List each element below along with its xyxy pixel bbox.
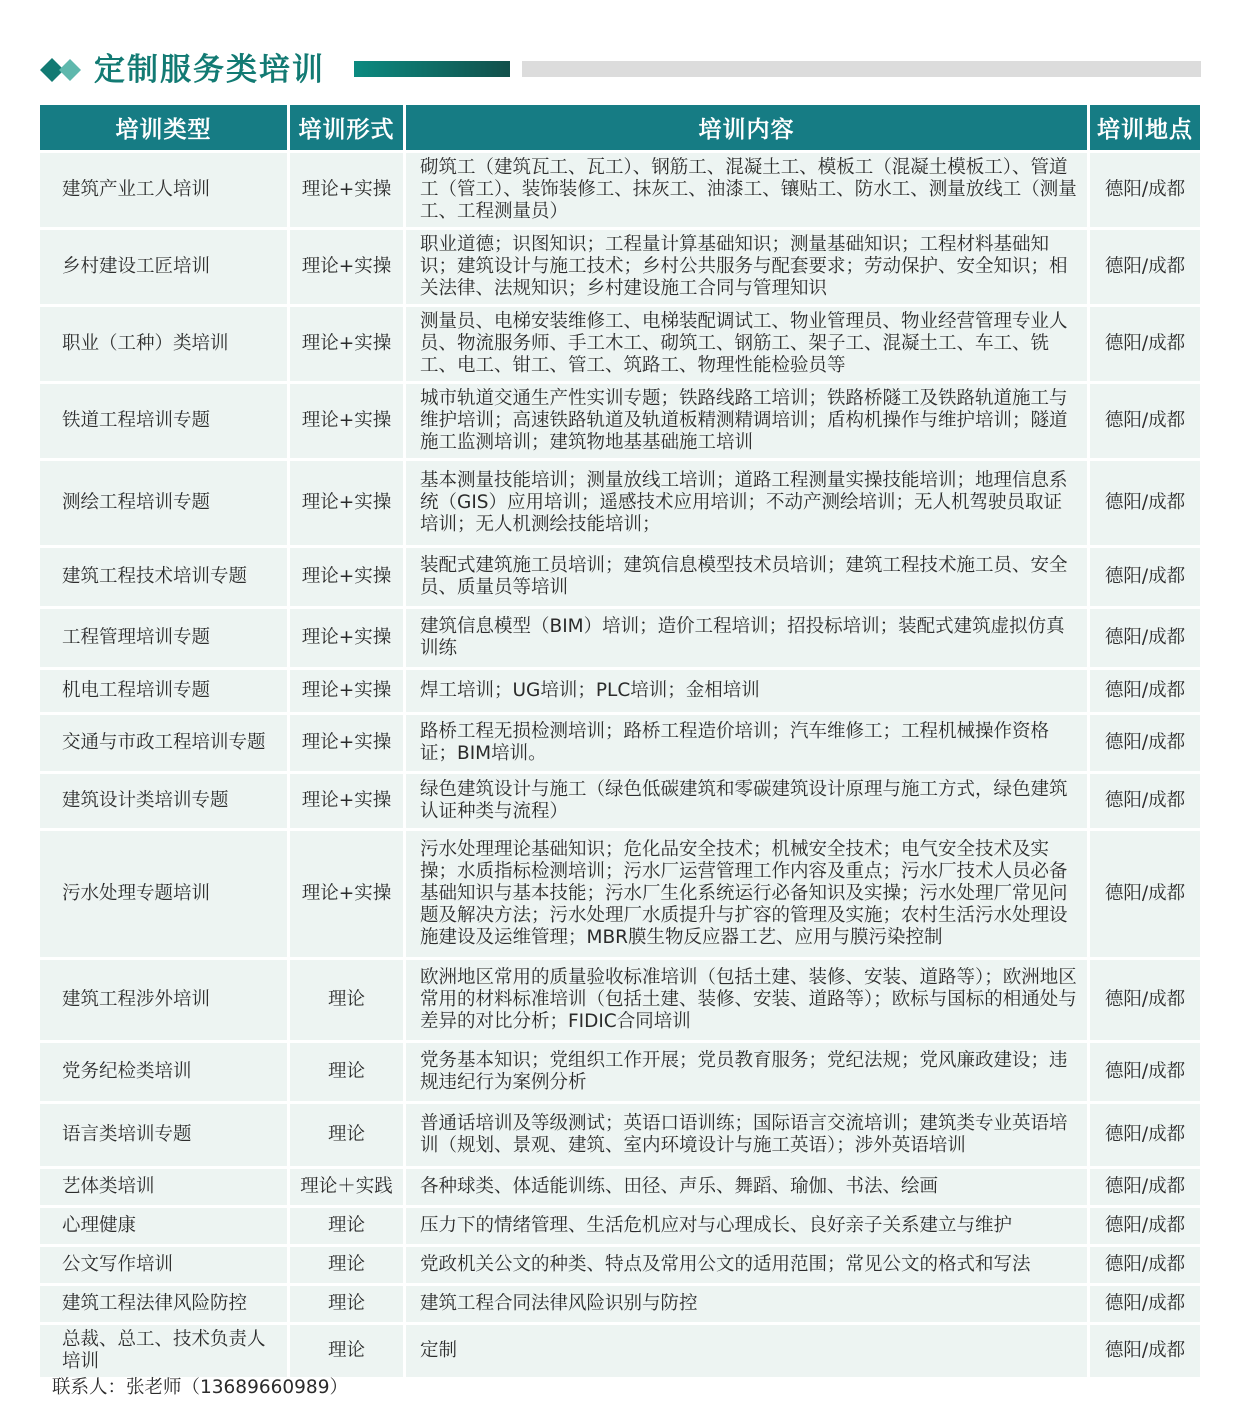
cell-training-form: 理论 [290, 1043, 403, 1101]
cell-training-location: 德阳/成都 [1090, 548, 1200, 606]
cell-training-content: 焊工培训；UG培训；PLC培训；金相培训 [406, 670, 1087, 712]
training-table [37, 102, 1203, 1380]
table-row [40, 670, 1200, 712]
table-row [40, 1208, 1200, 1244]
double-diamond-icon [40, 58, 86, 82]
cell-training-type: 交通与市政工程培训专题 [40, 715, 287, 771]
section-header [40, 44, 1201, 96]
cell-training-type: 语言类培训专题 [40, 1104, 287, 1166]
cell-training-location: 德阳/成都 [1090, 230, 1200, 304]
cell-training-type: 建筑工程技术培训专题 [40, 548, 287, 606]
cell-training-content: 城市轨道交通生产性实训专题；铁路线路工培训；铁路桥隧工及铁路轨道施工与维护培训；高速铁路轨道及轨道板精测精调培训；盾构机操作与维护培训；隧道施工监测培训；建筑物地基基础施工培训 [406, 384, 1087, 458]
table-row [40, 774, 1200, 828]
cell-training-content: 砌筑工（建筑瓦工、瓦工）、钢筋工、混凝土工、模板工（混凝土模板工）、管道工（管工）、装饰装修工、抹灰工、油漆工、镶贴工、防水工、测量放线工（测量工、工程测量员） [406, 153, 1087, 227]
cell-training-form: 理论+实操 [290, 230, 403, 304]
cell-training-form: 理论 [290, 1104, 403, 1166]
title-bar-light [522, 61, 1201, 77]
cell-training-form: 理论+实操 [290, 548, 403, 606]
table-row [40, 384, 1200, 458]
cell-training-location: 德阳/成都 [1090, 960, 1200, 1040]
cell-training-type: 建筑工程法律风险防控 [40, 1286, 287, 1322]
cell-training-type: 公文写作培训 [40, 1247, 287, 1283]
cell-training-type: 建筑工程涉外培训 [40, 960, 287, 1040]
cell-training-location: 德阳/成都 [1090, 609, 1200, 667]
title-bar-dark [354, 61, 510, 77]
cell-training-content: 职业道德；识图知识；工程量计算基础知识；测量基础知识；工程材料基础知识；建筑设计与施工技术；乡村公共服务与配套要求；劳动保护、安全知识；相关法律、法规知识；乡村建设施工合同与管理知识 [406, 230, 1087, 304]
table-row [40, 1325, 1200, 1377]
cell-training-form: 理论 [290, 1325, 403, 1377]
cell-training-location: 德阳/成都 [1090, 1169, 1200, 1205]
cell-training-content: 绿色建筑设计与施工（绿色低碳建筑和零碳建筑设计原理与施工方式，绿色建筑认证种类与流程） [406, 774, 1087, 828]
contact-info: 联系人：张老师（13689660989） [52, 1377, 348, 1398]
column-header-location: 培训地点 [1090, 105, 1200, 150]
cell-training-type: 工程管理培训专题 [40, 609, 287, 667]
cell-training-content: 建筑工程合同法律风险识别与防控 [406, 1286, 1087, 1322]
cell-training-type: 污水处理专题培训 [40, 831, 287, 957]
cell-training-form: 理论+实操 [290, 715, 403, 771]
cell-training-content: 压力下的情绪管理、生活危机应对与心理成长、良好亲子关系建立与维护 [406, 1208, 1087, 1244]
cell-training-form: 理论+实操 [290, 670, 403, 712]
cell-training-location: 德阳/成都 [1090, 153, 1200, 227]
cell-training-form: 理论 [290, 1208, 403, 1244]
column-header-content: 培训内容 [406, 105, 1087, 150]
cell-training-type: 艺体类培训 [40, 1169, 287, 1205]
table-row [40, 1104, 1200, 1166]
cell-training-location: 德阳/成都 [1090, 1208, 1200, 1244]
cell-training-location: 德阳/成都 [1090, 307, 1200, 381]
cell-training-form: 理论+实操 [290, 831, 403, 957]
table-row [40, 831, 1200, 957]
cell-training-location: 德阳/成都 [1090, 715, 1200, 771]
cell-training-content: 各种球类、体适能训练、田径、声乐、舞蹈、瑜伽、书法、绘画 [406, 1169, 1087, 1205]
cell-training-location: 德阳/成都 [1090, 461, 1200, 545]
table-row [40, 153, 1200, 227]
cell-training-location: 德阳/成都 [1090, 1286, 1200, 1322]
cell-training-form: 理论＋实践 [290, 1169, 403, 1205]
cell-training-type: 测绘工程培训专题 [40, 461, 287, 545]
column-header-form: 培训形式 [290, 105, 403, 150]
table-row [40, 715, 1200, 771]
cell-training-form: 理论 [290, 1247, 403, 1283]
cell-training-location: 德阳/成都 [1090, 670, 1200, 712]
cell-training-content: 装配式建筑施工员培训；建筑信息模型技术员培训；建筑工程技术施工员、安全员、质量员等培训 [406, 548, 1087, 606]
section-title: 定制服务类培训 [94, 52, 325, 88]
cell-training-form: 理论 [290, 960, 403, 1040]
cell-training-content: 建筑信息模型（BIM）培训；造价工程培训；招投标培训；装配式建筑虚拟仿真训练 [406, 609, 1087, 667]
cell-training-location: 德阳/成都 [1090, 384, 1200, 458]
table-header-row [40, 105, 1200, 150]
cell-training-type: 铁道工程培训专题 [40, 384, 287, 458]
table-row [40, 1169, 1200, 1205]
cell-training-form: 理论+实操 [290, 461, 403, 545]
cell-training-type: 建筑设计类培训专题 [40, 774, 287, 828]
cell-training-content: 测量员、电梯安装维修工、电梯装配调试工、物业管理员、物业经营管理专业人员、物流服务师、手工木工、砌筑工、钢筋工、架子工、混凝土工、车工、铣工、电工、钳工、管工、筑路工、物理性能检验员等 [406, 307, 1087, 381]
table-row [40, 609, 1200, 667]
cell-training-content: 党务基本知识；党组织工作开展；党员教育服务；党纪法规；党风廉政建设；违规违纪行为案例分析 [406, 1043, 1087, 1101]
cell-training-type: 党务纪检类培训 [40, 1043, 287, 1101]
cell-training-content: 党政机关公文的种类、特点及常用公文的适用范围；常见公文的格式和写法 [406, 1247, 1087, 1283]
cell-training-form: 理论+实操 [290, 153, 403, 227]
table-body [40, 153, 1200, 1377]
table-row [40, 1286, 1200, 1322]
cell-training-content: 污水处理理论基础知识；危化品安全技术；机械安全技术；电气安全技术及实操；水质指标检测培训；污水厂运营管理工作内容及重点；污水厂技术人员必备基础知识与基本技能；污水厂生化系统运行必备知识及实操；污水处理厂常见问题及解决方法；污水处理厂水质提升与扩容的管理及实施；农村生活污水处理设施建设及运维管理；MBR膜生物反应器工艺、应用与膜污染控制 [406, 831, 1087, 957]
cell-training-location: 德阳/成都 [1090, 831, 1200, 957]
cell-training-type: 乡村建设工匠培训 [40, 230, 287, 304]
cell-training-location: 德阳/成都 [1090, 1104, 1200, 1166]
cell-training-type: 心理健康 [40, 1208, 287, 1244]
cell-training-form: 理论+实操 [290, 774, 403, 828]
cell-training-form: 理论+实操 [290, 609, 403, 667]
table-row [40, 548, 1200, 606]
table-row [40, 1043, 1200, 1101]
cell-training-type: 建筑产业工人培训 [40, 153, 287, 227]
cell-training-content: 欧洲地区常用的质量验收标准培训（包括土建、装修、安装、道路等）；欧洲地区常用的材料标准培训（包括土建、装修、安装、道路等）；欧标与国标的相通处与差异的对比分析；FIDIC合同培训 [406, 960, 1087, 1040]
cell-training-content: 普通话培训及等级测试；英语口语训练；国际语言交流培训；建筑类专业英语培训（规划、景观、建筑、室内环境设计与施工英语）；涉外英语培训 [406, 1104, 1087, 1166]
cell-training-location: 德阳/成都 [1090, 1325, 1200, 1377]
cell-training-content: 基本测量技能培训；测量放线工培训；道路工程测量实操技能培训；地理信息系统（GIS）应用培训；遥感技术应用培训；不动产测绘培训；无人机驾驶员取证培训；无人机测绘技能培训； [406, 461, 1087, 545]
column-header-type: 培训类型 [40, 105, 287, 150]
table-row [40, 307, 1200, 381]
table-row [40, 461, 1200, 545]
table-row [40, 1247, 1200, 1283]
cell-training-type: 总裁、总工、技术负责人培训 [40, 1325, 287, 1377]
cell-training-location: 德阳/成都 [1090, 774, 1200, 828]
cell-training-content: 定制 [406, 1325, 1087, 1377]
cell-training-location: 德阳/成都 [1090, 1043, 1200, 1101]
cell-training-content: 路桥工程无损检测培训；路桥工程造价培训；汽车维修工；工程机械操作资格证；BIM培训。 [406, 715, 1087, 771]
cell-training-form: 理论+实操 [290, 384, 403, 458]
cell-training-form: 理论+实操 [290, 307, 403, 381]
table-row [40, 960, 1200, 1040]
cell-training-type: 机电工程培训专题 [40, 670, 287, 712]
table-row [40, 230, 1200, 304]
cell-training-form: 理论 [290, 1286, 403, 1322]
cell-training-type: 职业（工种）类培训 [40, 307, 287, 381]
cell-training-location: 德阳/成都 [1090, 1247, 1200, 1283]
